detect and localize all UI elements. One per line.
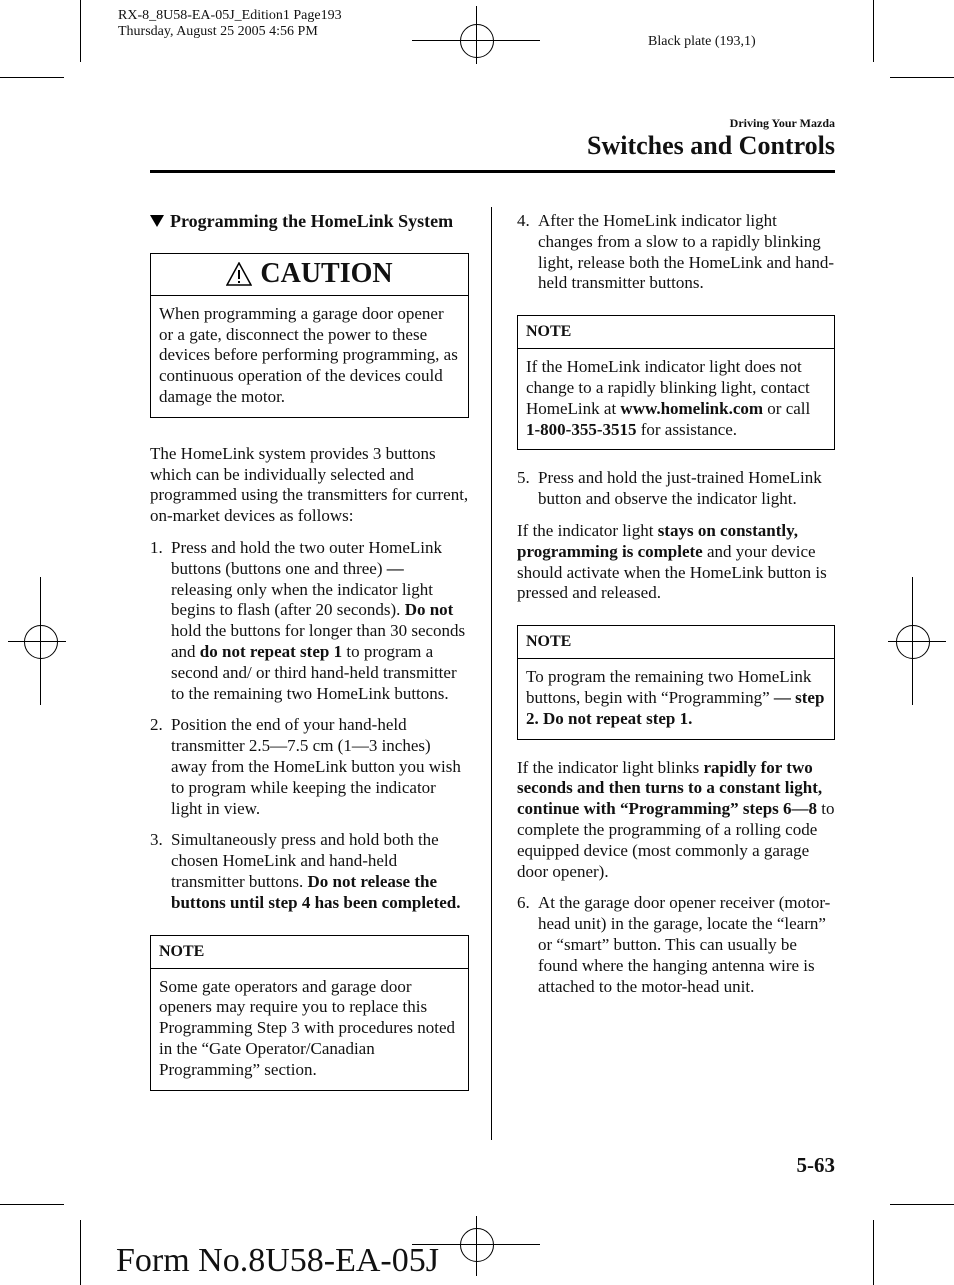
right-column <box>517 211 835 997</box>
intro-paragraph: The HomeLink system provides 3 buttons which can be individually selected and programmed using the transmitters for current, on-market devices as follows: <box>150 443 469 526</box>
crop-mark <box>80 0 81 62</box>
step-text: At the garage door opener receiver (motor-head unit) in the garage, locate the “learn” or “smart” button. This can usually be found where the hanging antenna wire is attached to the motor-head unit. <box>538 893 831 996</box>
paragraph: If the indicator light blinks rapidly for two seconds and then turns to a constant light, continue with “Programming” steps 6―8 to complete the programming of a rolling code equipped device (most commonly a garage door opener). <box>517 757 835 881</box>
plate-label: Black plate (193,1) <box>648 34 756 49</box>
step-number: 3. <box>150 830 163 850</box>
left-column <box>150 211 469 1091</box>
steps-list-right <box>517 211 835 294</box>
subsection-heading <box>150 211 469 232</box>
page-number: 5-63 <box>796 1153 835 1177</box>
paragraph: If the indicator light stays on constantly, programming is complete and your device should activate when the HomeLink button is pressed and released. <box>517 520 827 603</box>
crop-mark <box>890 77 954 78</box>
print-meta-line2: Thursday, August 25 2005 4:56 PM <box>118 24 318 39</box>
crop-mark <box>80 1220 81 1285</box>
section-title: Switches and Controls <box>586 131 835 160</box>
crop-mark <box>873 1220 874 1285</box>
note-box <box>517 315 835 450</box>
list-item <box>517 211 835 294</box>
column-divider <box>491 207 492 1140</box>
note-box <box>150 935 469 1091</box>
steps-list-right-2 <box>517 468 835 510</box>
list-item <box>150 715 469 819</box>
step-number: 5. <box>517 468 530 488</box>
list-item <box>150 830 469 913</box>
steps-list-right-3 <box>517 893 835 997</box>
caution-box <box>150 253 469 418</box>
step-text: Press and hold the two outer HomeLink buttons (buttons one and three) ― releasing only when the indicator light begins to flash (after 20 seconds). Do not hold the buttons for longer than 30 seconds and do not repeat step 1 to program a second and/ or third hand-held transmitter to the remaining two HomeLink buttons. <box>171 537 466 703</box>
subsection-heading-text: Programming the HomeLink System <box>170 211 454 231</box>
print-meta <box>118 8 342 40</box>
triangle-bullet-icon <box>150 215 164 227</box>
section-subtitle: Driving Your Mazda <box>729 116 835 130</box>
note-text: To program the remaining two HomeLink buttons, begin with “Programming” ― step 2. Do not repeat step 1. <box>526 667 825 728</box>
print-meta-line1: RX-8_8U58-EA-05J_Edition1 Page193 <box>118 8 342 23</box>
step-text: After the HomeLink indicator light changes from a slow to a rapidly blinking light, release both the HomeLink and hand-held transmitter buttons. <box>538 211 834 293</box>
step-number: 2. <box>150 715 163 735</box>
list-item <box>517 893 835 997</box>
crop-mark <box>890 1204 954 1205</box>
note-label: NOTE <box>151 936 468 969</box>
step-text: Press and hold the just-trained HomeLink button and observe the indicator light. <box>538 468 822 509</box>
step-text: Position the end of your hand-held transmitter 2.5―7.5 cm (1―3 inches) away from the HomeLink button you wish to program while keeping the indicator light in view. <box>171 715 461 818</box>
caution-label: CAUTION <box>260 257 393 289</box>
list-item <box>150 538 469 704</box>
step-number: 4. <box>517 211 530 230</box>
caution-text: When programming a garage door opener or a gate, disconnect the power to these devices before performing programming, as continuous operation of the devices could damage the motor. <box>159 303 458 406</box>
step-number: 6. <box>517 893 530 913</box>
header-rule <box>150 170 835 173</box>
note-box <box>517 625 835 739</box>
crop-mark <box>0 1204 64 1205</box>
step-number: 1. <box>150 537 163 557</box>
note-text: If the HomeLink indicator light does not change to a rapidly blinking light, contact HomeLink at www.homelink.com or call 1-800-355-3515 for assistance. <box>526 357 811 439</box>
caution-header <box>151 254 468 296</box>
crop-mark <box>873 0 874 62</box>
form-number: Form No.8U58-EA-05J <box>116 1242 439 1279</box>
crop-mark <box>0 77 64 78</box>
warning-triangle-icon <box>226 262 252 286</box>
step-text: Simultaneously press and hold both the chosen HomeLink and hand-held transmitter buttons. Do not release the buttons until step 4 has been completed. <box>171 830 461 912</box>
note-text: Some gate operators and garage door openers may require you to replace this Programming Step 3 with procedures noted in the “Gate Operator/Canadian Programming” section. <box>159 976 456 1079</box>
list-item <box>517 468 835 510</box>
note-label: NOTE <box>518 316 834 349</box>
note-label: NOTE <box>518 626 834 659</box>
steps-list-left <box>150 538 469 914</box>
